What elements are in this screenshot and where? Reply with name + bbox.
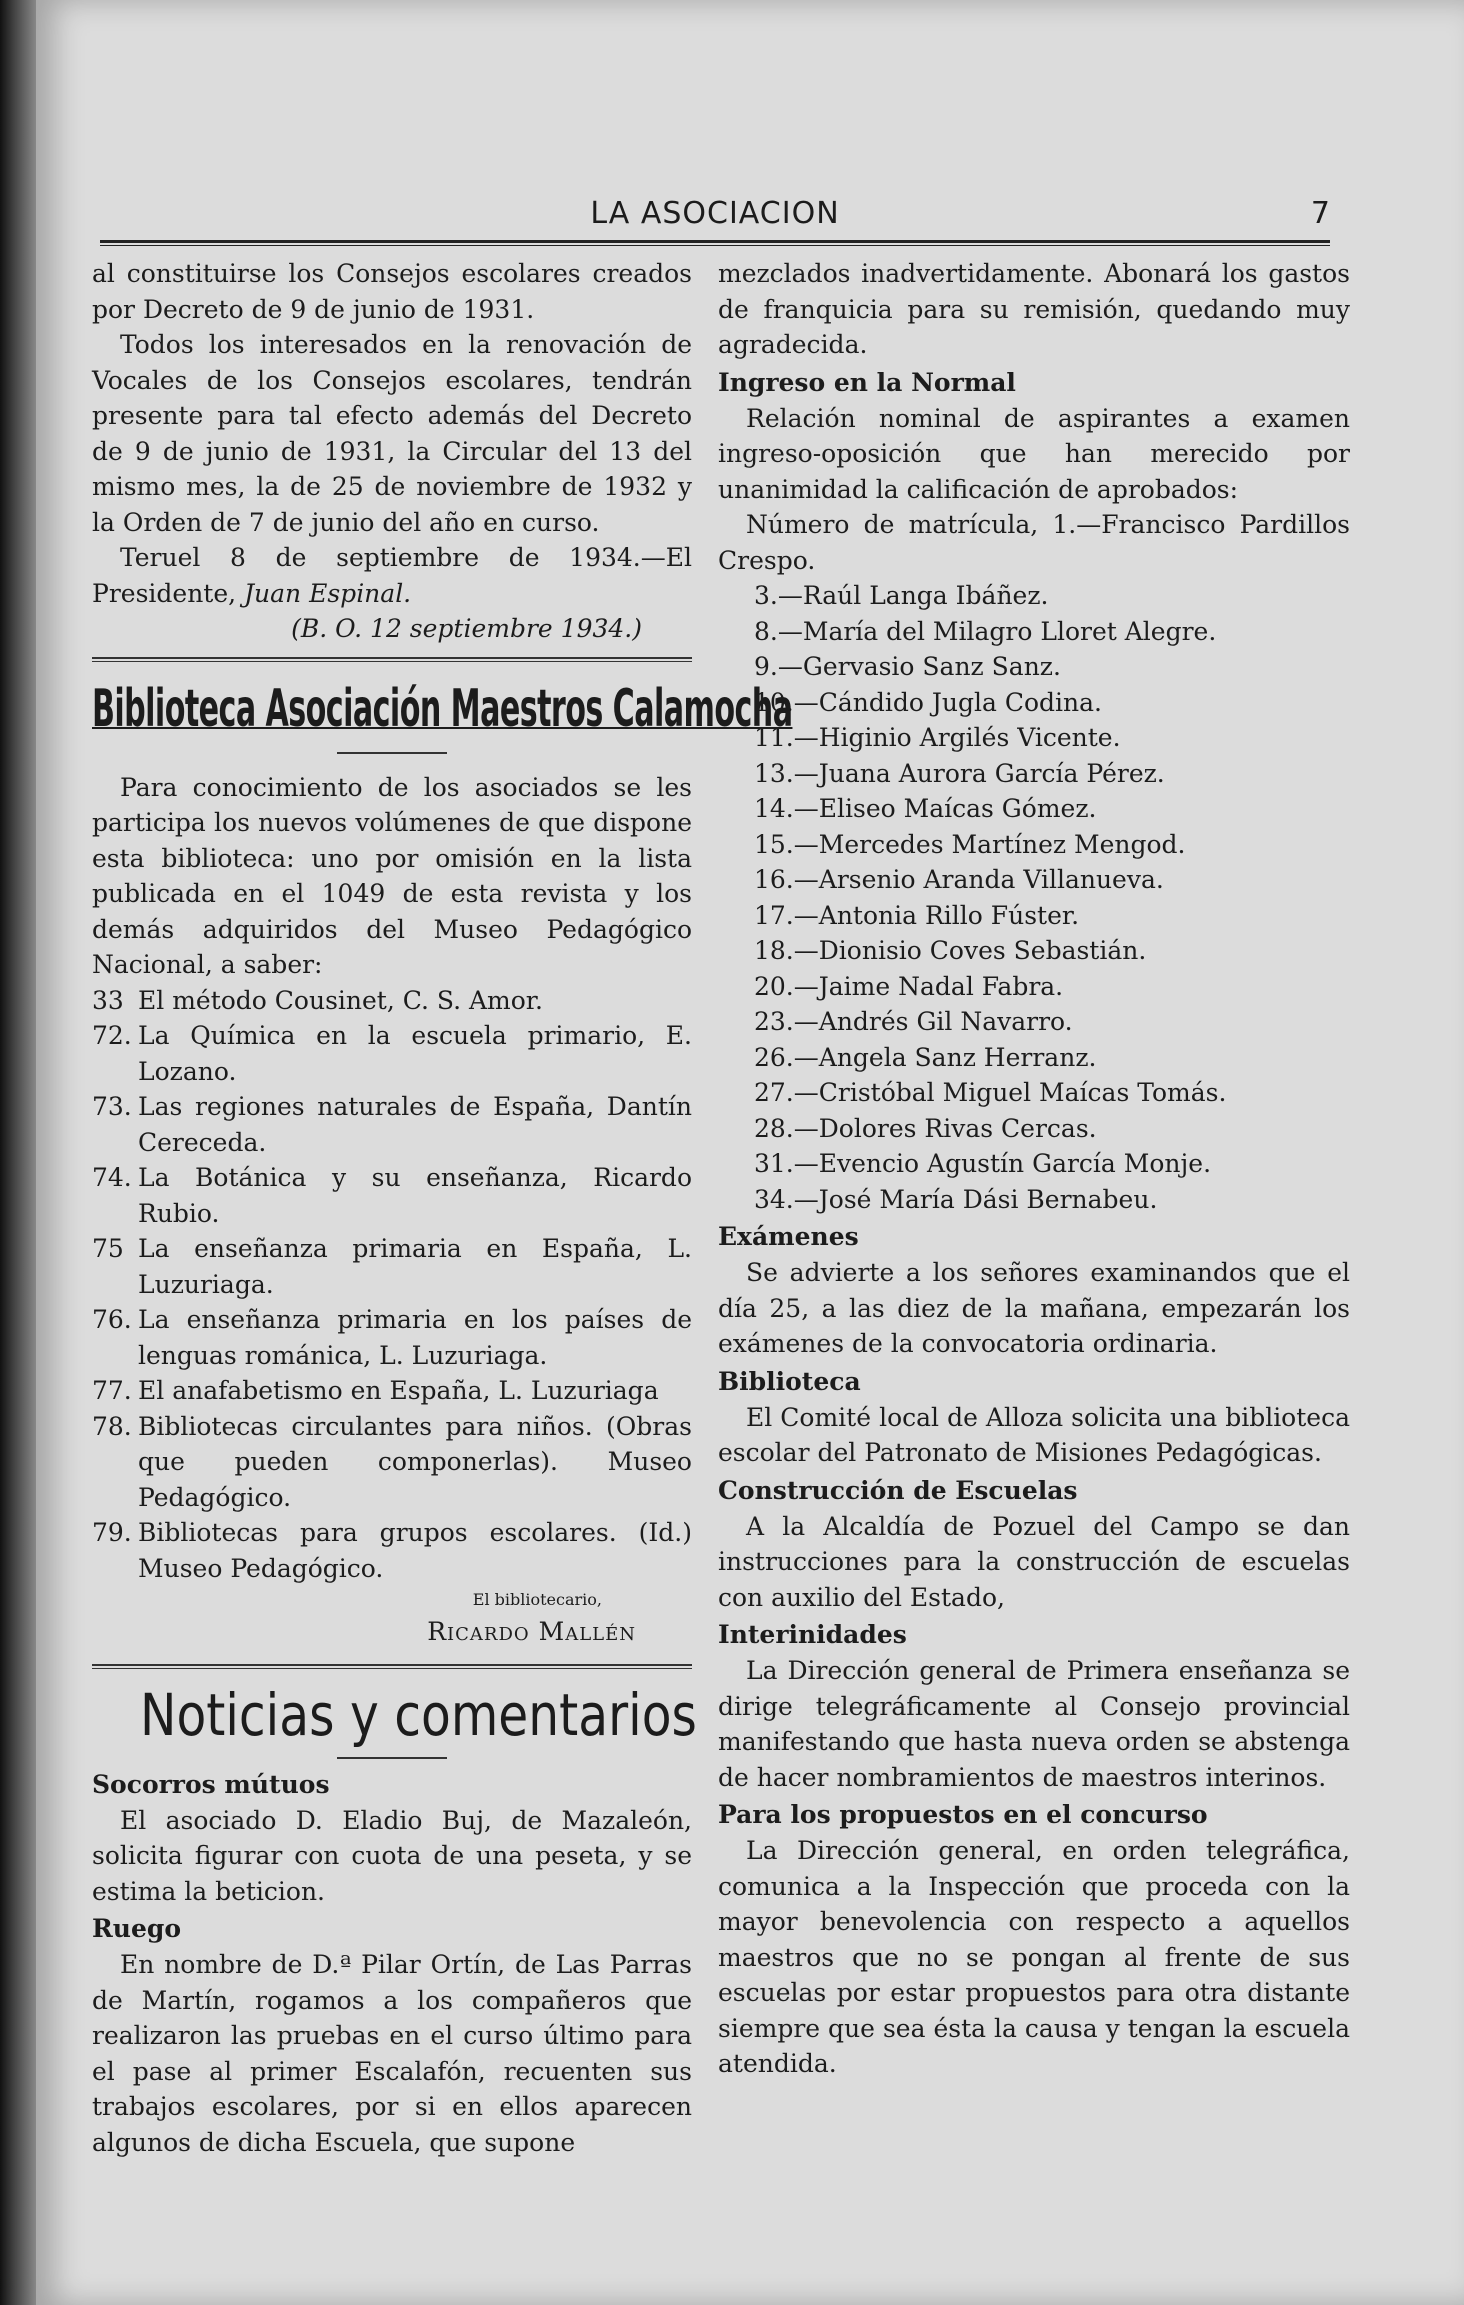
list-item: 27.—Cristóbal Miguel Maícas Tomás.: [754, 1078, 1227, 1107]
short-rule: [337, 1757, 447, 1759]
list-item: [92, 1231, 692, 1302]
list-item: 20.—Jaime Nadal Fabra.: [754, 971, 1064, 1001]
book-title: Las regiones naturales de España, Dantín Cereceda.: [138, 1092, 692, 1157]
book-title: La Botánica y su enseñanza, Ricardo Rubio.: [138, 1163, 692, 1228]
book-title: El anafabetismo en España, L. Luzuriaga: [138, 1376, 659, 1405]
socorros-heading: Socorros mútuos: [92, 1769, 330, 1799]
ruego-text: En nombre de D.ª Pilar Ortín, de Las Parras de Martín, rogamos a los compañeros que realizaron las pruebas en el curso último para el pase al primer Escalafón, recuenten sus trabajos escolares, por si en ellos aparecen algunos de dicha Escuela, que supone: [92, 1950, 692, 2157]
book-spine: [0, 0, 36, 2305]
page-number: 7: [1310, 196, 1330, 231]
list-item: [92, 1409, 692, 1516]
list-item: 3.—Raúl Langa Ibáñez.: [754, 581, 1049, 610]
noticias-heading: Noticias y comentarios: [140, 1680, 697, 1749]
intro-paragraph-1: al constituirse los Consejos escolares creados por Decreto de 9 de junio de 1931.: [92, 259, 692, 324]
intro-paragraph-2: Todos los interesados en la renovación de Vocales de los Consejos escolares, tendrán presente para tal efecto además del Decreto de 9 de junio de 1931, la Circular del 13 del mismo mes, la de 25 de noviembre de 1932 y la Orden de 7 de junio del año en curso.: [92, 330, 692, 537]
signoff: [92, 540, 692, 611]
list-item: 18.—Dionisio Coves Sebastián.: [754, 936, 1147, 965]
examenes-text: Se advierte a los señores examinandos que el día 25, a las diez de la mañana, empezarán los exámenes de la convocatoria ordinaria.: [718, 1258, 1350, 1358]
ingreso-heading: Ingreso en la Normal: [718, 367, 1016, 397]
book-title: La enseñanza primaria en los países de lenguas románica, L. Luzuriaga.: [138, 1305, 692, 1370]
list-item: [92, 1160, 692, 1231]
page-header: [100, 196, 1330, 236]
list-item: 11.—Higinio Argilés Vicente.: [754, 723, 1121, 752]
signoff-name: Juan Espinal.: [244, 578, 412, 608]
list-item: 13.—Juana Aurora García Pérez.: [754, 758, 1165, 788]
section-rule: [92, 1664, 692, 1669]
signoff-text: Teruel 8 de septiembre de 1934.—El Presidente,: [92, 543, 692, 608]
list-item: 10.—Cándido Jugla Codina.: [754, 687, 1102, 717]
book-number: 77.: [92, 1376, 132, 1405]
list-item: [92, 1515, 692, 1586]
book-list: [92, 983, 692, 1587]
list-item: 14.—Eliseo Maícas Gómez.: [754, 794, 1097, 823]
section-rule: [92, 657, 692, 662]
list-item: 9.—Gervasio Sanz Sanz.: [754, 652, 1061, 681]
book-number: 74.: [92, 1163, 132, 1192]
list-item: 31.—Evencio Agustín García Monje.: [754, 1149, 1212, 1178]
ingreso-intro: Relación nominal de aspirantes a examen ingreso-oposición que han merecido por unanimidad la calificación de aprobados:: [718, 403, 1350, 504]
list-item: [92, 983, 692, 1019]
book-number: 72.: [92, 1021, 132, 1050]
biblioteca-news-heading: Biblioteca: [718, 1366, 861, 1396]
biblio-intro: Para conocimiento de los asociados se les participa los nuevos volúmenes de que dispone esta biblioteca: uno por omisión en la lista publicada en el 1049 de esta revista y los demás adquiridos del Museo Pedagógico Nacional, a saber:: [92, 772, 692, 979]
book-title: Bibliotecas para grupos escolares. (Id.) Museo Pedagógico.: [138, 1518, 692, 1583]
book-title: El método Cousinet, C. S. Amor.: [138, 985, 543, 1015]
list-item: 17.—Antonia Rillo Fúster.: [754, 900, 1080, 930]
ruego-continuation: mezclados inadvertidamente. Abonará los gastos de franquicia para su remisión, quedando muy agradecida.: [718, 259, 1350, 359]
list-item: 28.—Dolores Rivas Cercas.: [754, 1113, 1097, 1143]
book-number: 79.: [92, 1518, 132, 1547]
book-number: 73.: [92, 1092, 132, 1121]
list-item: 26.—Angela Sanz Herranz.: [754, 1042, 1097, 1072]
list-item: 34.—José María Dási Bernabeu.: [754, 1184, 1158, 1214]
aprobados-list: [718, 578, 1350, 1217]
ingreso-first: Número de matrícula, 1.—Francisco Pardillos Crespo.: [718, 510, 1350, 575]
journal-title: LA ASOCIACION: [590, 196, 840, 231]
biblioteca-news-text: El Comité local de Alloza solicita una biblioteca escolar del Patronato de Misiones Pedagógicas.: [718, 1402, 1350, 1467]
book-title: La Química en la escuela primario, E. Lozano.: [138, 1021, 692, 1086]
librarian-label: El bibliotecario,: [472, 1590, 602, 1609]
header-rule: [100, 240, 1330, 246]
list-item: 16.—Arsenio Aranda Villanueva.: [754, 865, 1164, 894]
book-title: Bibliotecas circulantes para niños. (Obras que pueden componerlas). Museo Pedagógico.: [138, 1411, 692, 1512]
list-item: [92, 1302, 692, 1373]
list-item: 23.—Andrés Gil Navarro.: [754, 1007, 1073, 1036]
right-column: [718, 256, 1350, 2082]
book-number: 76.: [92, 1305, 132, 1334]
propuestos-heading: Para los propuestos en el concurso: [718, 1800, 1208, 1829]
list-item: [92, 1018, 692, 1089]
book-number: 78.: [92, 1411, 132, 1441]
book-title: La enseñanza primaria en España, L. Luzuriaga.: [138, 1234, 692, 1299]
construccion-heading: Construcción de Escuelas: [718, 1475, 1078, 1505]
list-item: [92, 1373, 692, 1409]
librarian-name: Ricardo Mallén: [427, 1617, 636, 1646]
book-number: 75: [92, 1234, 124, 1263]
ruego-heading: Ruego: [92, 1914, 182, 1943]
construccion-text: A la Alcaldía de Pozuel del Campo se dan instrucciones para la construcción de escuelas con auxilio del Estado,: [718, 1511, 1350, 1612]
book-number: 33: [92, 985, 124, 1015]
short-rule: [337, 752, 447, 754]
list-item: [92, 1089, 692, 1160]
socorros-text: El asociado D. Eladio Buj, de Mazaleón, solicita figurar con cuota de una peseta, y se estima la beticion.: [92, 1805, 692, 1906]
list-item: 15.—Mercedes Martínez Mengod.: [754, 829, 1186, 859]
interinidades-heading: Interinidades: [718, 1620, 907, 1649]
biblioteca-heading: Biblioteca Asociación Maestros Calamocha: [92, 678, 793, 739]
propuestos-text: La Dirección general, en orden telegráfica, comunica a la Inspección que proceda con la mayor benevolencia con respecto a aquellos maestros que no se pongan al frente de sus escuelas por estar propuestos para otra distante siempre que sea ésta la causa y tengan la escuela atendida.: [718, 1836, 1350, 2078]
list-item: 8.—María del Milagro Lloret Alegre.: [754, 616, 1217, 646]
examenes-heading: Exámenes: [718, 1222, 859, 1251]
source-citation: (B. O. 12 septiembre 1934.): [291, 614, 642, 643]
interinidades-text: La Dirección general de Primera enseñanza se dirige telegráficamente al Consejo provincial manifestando que hasta nueva orden se abstenga de hacer nombramientos de maestros interinos.: [718, 1656, 1350, 1792]
